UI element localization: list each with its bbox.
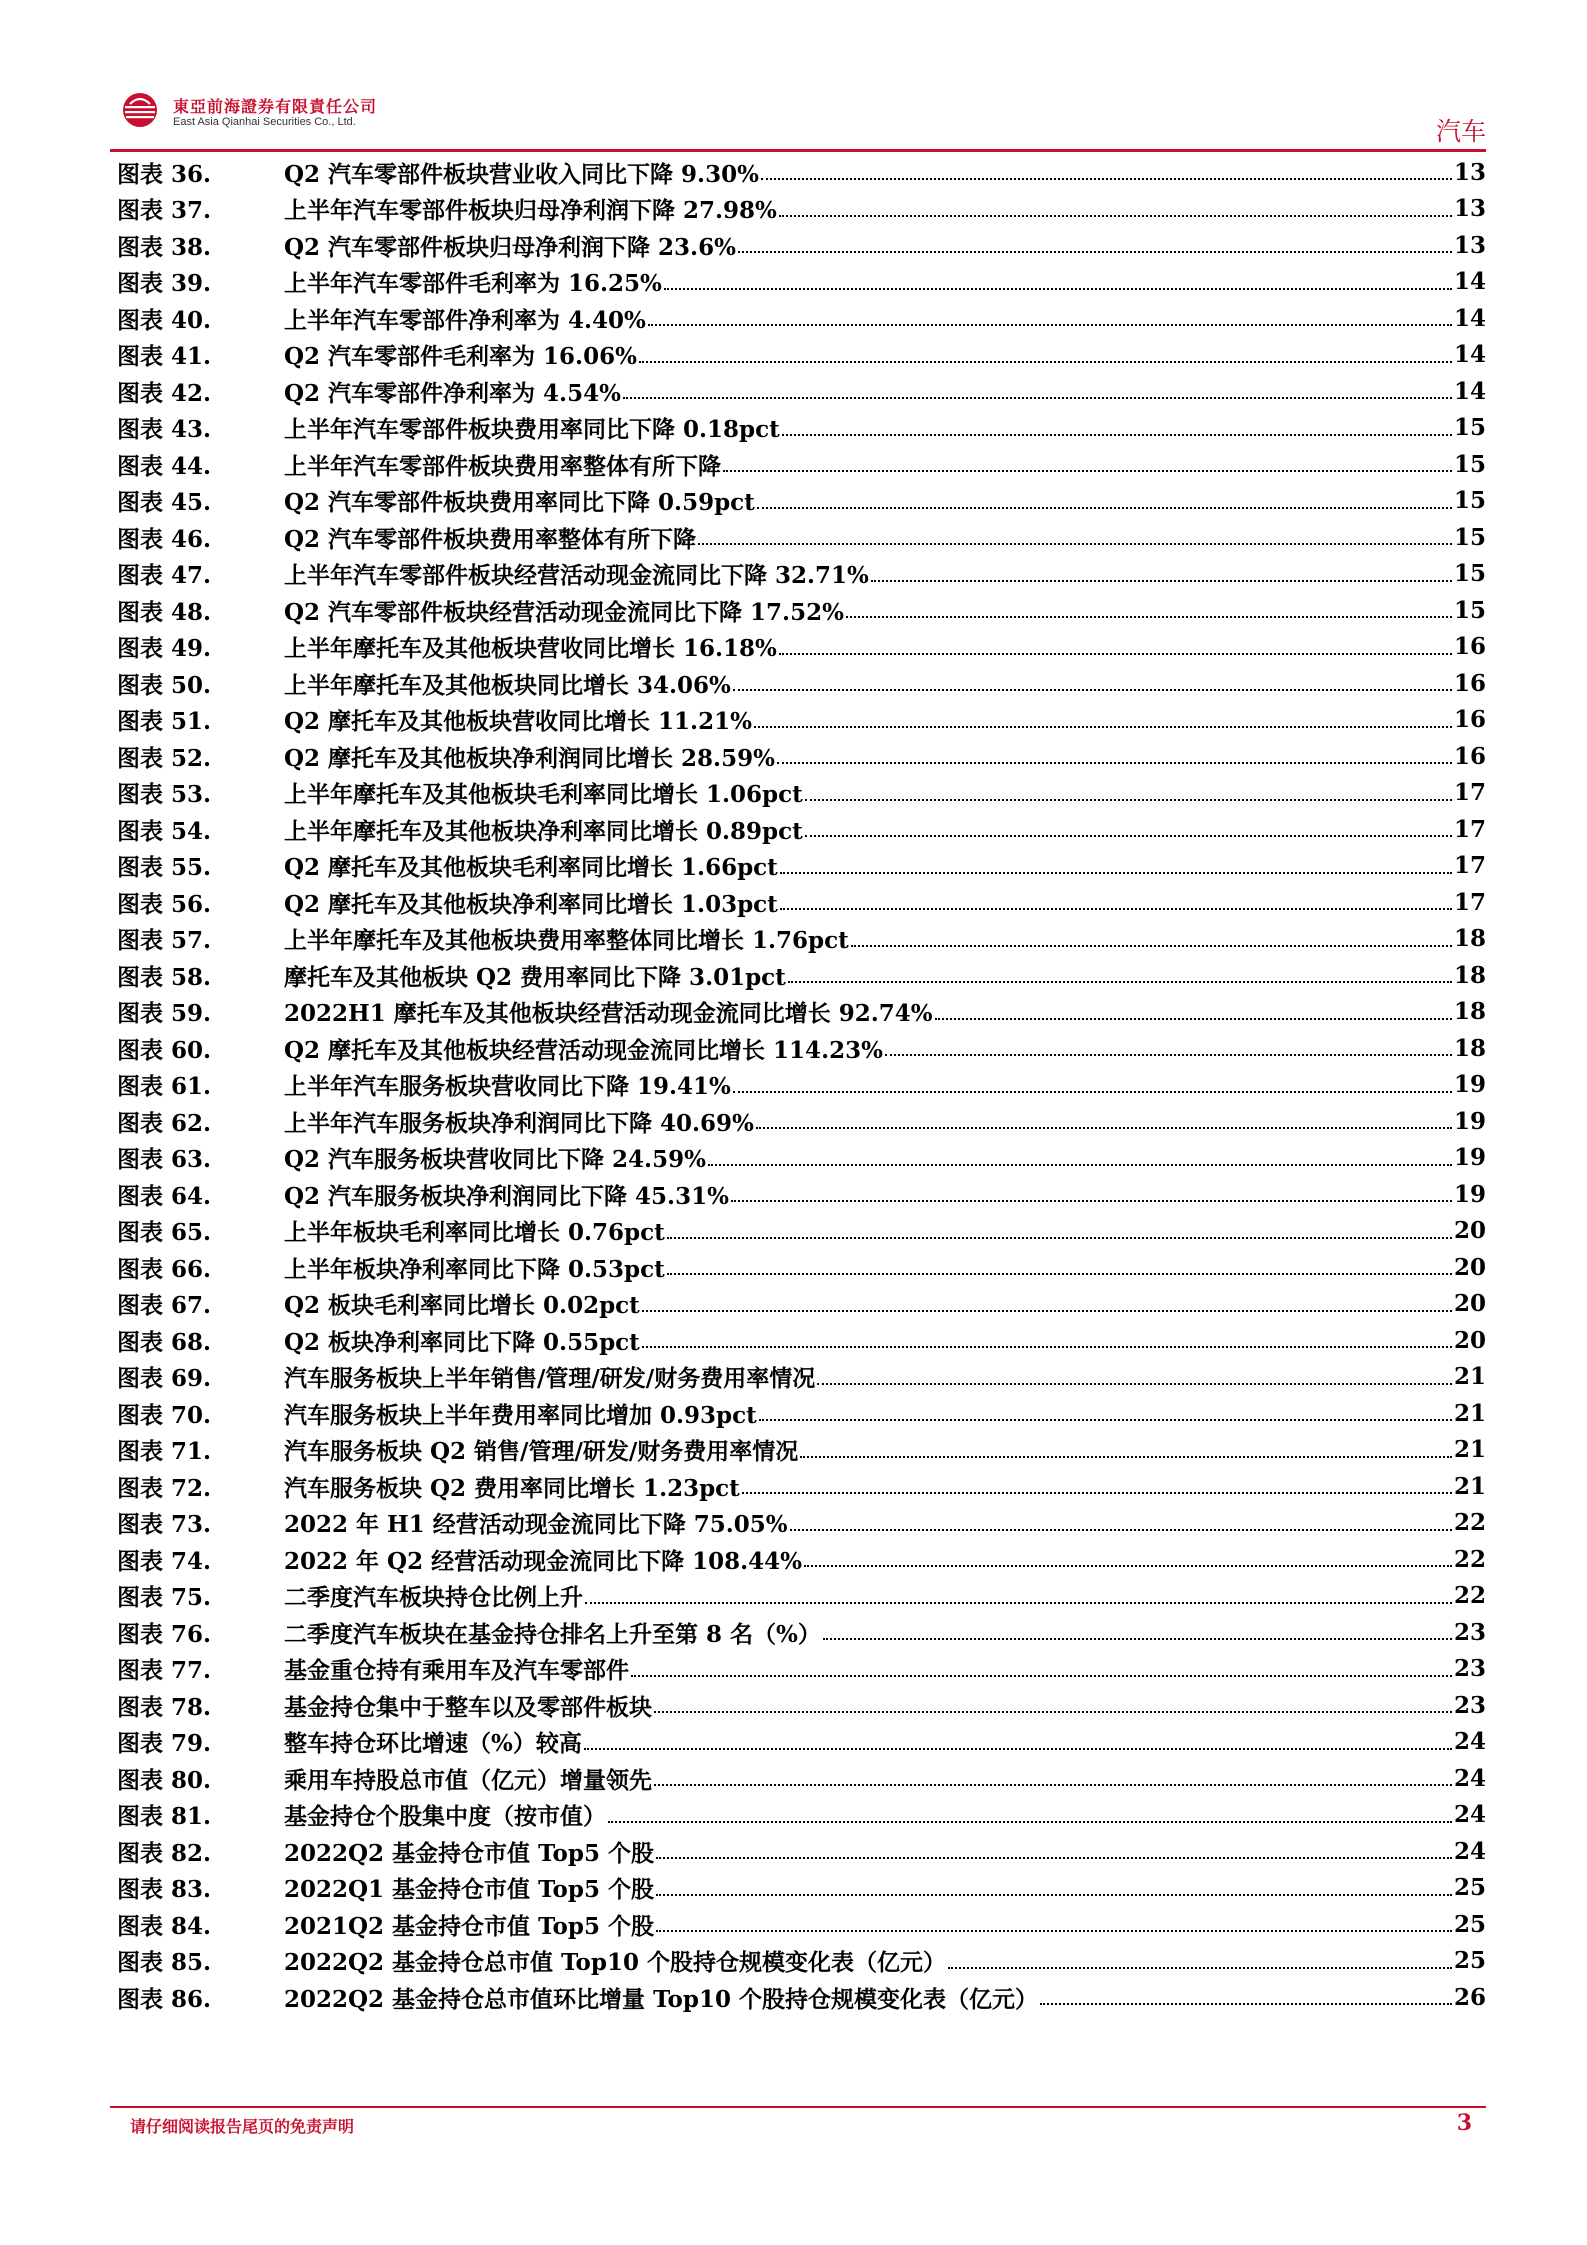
toc-entry-title: 上半年摩托车及其他板块营收同比增长 16.18% xyxy=(284,635,777,663)
toc-entry-title: Q2 摩托车及其他板块营收同比增长 11.21% xyxy=(284,708,752,736)
toc-entry[interactable] xyxy=(117,337,1486,374)
toc-entry-title: 乘用车持股总市值（亿元）增量领先 xyxy=(284,1766,652,1794)
toc-entry-page: 17 xyxy=(1453,888,1486,916)
toc-entry[interactable] xyxy=(117,1541,1486,1578)
toc-entry[interactable] xyxy=(117,1505,1486,1542)
page-header xyxy=(110,86,1486,154)
toc-entry-title: 摩托车及其他板块 Q2 费用率同比下降 3.01pct xyxy=(284,963,786,991)
toc-entry[interactable] xyxy=(117,300,1486,337)
toc-entry-title: 二季度汽车板块在基金持仓排名上升至第 8 名（%） xyxy=(284,1620,821,1648)
toc-dot-leader xyxy=(754,726,1452,728)
toc-entry-title: 上半年摩托车及其他板块费用率整体同比增长 1.76pct xyxy=(284,927,849,955)
industry-label: 汽车 xyxy=(1435,117,1486,146)
toc-dot-leader xyxy=(654,1711,1452,1713)
toc-entry[interactable] xyxy=(117,1687,1486,1724)
toc-dot-leader xyxy=(804,1565,1452,1567)
toc-entry-page: 14 xyxy=(1453,304,1486,332)
toc-entry[interactable] xyxy=(117,1943,1486,1980)
toc-entry[interactable] xyxy=(117,1359,1486,1396)
toc-entry-page: 19 xyxy=(1453,1071,1486,1099)
toc-entry-title: 2022Q2 基金持仓总市值环比增量 Top10 个股持仓规模变化表（亿元） xyxy=(284,1985,1038,2013)
toc-entry-number: 图表 80. xyxy=(117,1766,212,1794)
toc-entry-number: 图表 67. xyxy=(117,1292,212,1320)
toc-entry[interactable] xyxy=(117,373,1486,410)
toc-entry-number: 图表 69. xyxy=(117,1365,212,1393)
toc-entry-page: 19 xyxy=(1453,1107,1486,1135)
toc-entry-page: 19 xyxy=(1453,1144,1486,1172)
toc-entry[interactable] xyxy=(117,1651,1486,1688)
toc-entry-title: Q2 汽车零部件板块费用率同比下降 0.59pct xyxy=(284,489,755,517)
toc-entry-number: 图表 76. xyxy=(117,1620,212,1648)
toc-entry[interactable] xyxy=(117,1468,1486,1505)
toc-entry-page: 24 xyxy=(1453,1764,1486,1792)
toc-entry-title: Q2 汽车零部件板块费用率整体有所下降 xyxy=(284,525,697,553)
toc-entry-page: 24 xyxy=(1453,1801,1486,1829)
toc-entry-title: 汽车服务板块上半年费用率同比增加 0.93pct xyxy=(284,1401,757,1429)
toc-entry[interactable] xyxy=(117,1286,1486,1323)
disclaimer-text: 请仔细阅读报告尾页的免责声明 xyxy=(130,2117,355,2136)
toc-entry-number: 图表 42. xyxy=(117,379,212,407)
toc-entry-number: 图表 75. xyxy=(117,1584,212,1612)
toc-entry-page: 15 xyxy=(1453,523,1486,551)
toc-entry-page: 18 xyxy=(1453,1034,1486,1062)
toc-dot-leader xyxy=(805,835,1452,837)
toc-entry[interactable] xyxy=(117,921,1486,958)
toc-entry-page: 15 xyxy=(1453,450,1486,478)
toc-entry-page: 22 xyxy=(1453,1509,1486,1537)
toc-dot-leader xyxy=(639,361,1452,363)
toc-dot-leader xyxy=(788,981,1452,983)
toc-entry-page: 18 xyxy=(1453,961,1486,989)
toc-entry[interactable] xyxy=(117,227,1486,264)
toc-dot-leader xyxy=(654,1784,1452,1786)
toc-entry[interactable] xyxy=(117,1432,1486,1469)
toc-entry-title: 上半年汽车零部件板块经营活动现金流同比下降 32.71% xyxy=(284,562,869,590)
toc-entry-title: 2022 年 H1 经营活动现金流同比下降 75.05% xyxy=(284,1511,788,1539)
toc-entry-number: 图表 52. xyxy=(117,744,212,772)
header-divider xyxy=(110,149,1486,152)
toc-dot-leader xyxy=(935,1018,1452,1020)
toc-entry-number: 图表 63. xyxy=(117,1146,212,1174)
toc-entry-page: 14 xyxy=(1453,377,1486,405)
toc-dot-leader xyxy=(584,1748,1452,1750)
toc-dot-leader xyxy=(777,762,1452,764)
toc-entry[interactable] xyxy=(117,1140,1486,1177)
toc-entry-title: Q2 板块净利率同比下降 0.55pct xyxy=(284,1328,640,1356)
toc-entry-title: 上半年板块净利率同比下降 0.53pct xyxy=(284,1255,665,1283)
toc-entry-page: 22 xyxy=(1453,1545,1486,1573)
toc-entry-number: 图表 71. xyxy=(117,1438,212,1466)
toc-entry-title: Q2 汽车零部件板块经营活动现金流同比下降 17.52% xyxy=(284,598,844,626)
toc-entry-page: 21 xyxy=(1453,1399,1486,1427)
toc-entry-page: 24 xyxy=(1453,1837,1486,1865)
toc-entry-title: 基金持仓集中于整车以及零部件板块 xyxy=(284,1693,652,1721)
toc-entry-number: 图表 58. xyxy=(117,963,212,991)
toc-dot-leader xyxy=(761,178,1452,180)
toc-entry-number: 图表 65. xyxy=(117,1219,212,1247)
toc-entry-title: 上半年摩托车及其他板块同比增长 34.06% xyxy=(284,671,731,699)
toc-entry-number: 图表 47. xyxy=(117,562,212,590)
toc-dot-leader xyxy=(667,1273,1452,1275)
company-logo-icon xyxy=(120,90,160,130)
toc-entry[interactable] xyxy=(117,848,1486,885)
toc-dot-leader xyxy=(738,251,1452,253)
toc-entry-page: 23 xyxy=(1453,1655,1486,1683)
toc-entry-title: 上半年汽车零部件板块费用率整体有所下降 xyxy=(284,452,721,480)
toc-dot-leader xyxy=(1040,2003,1452,2005)
toc-dot-leader xyxy=(733,1091,1452,1093)
toc-dot-leader xyxy=(623,397,1452,399)
toc-dot-leader xyxy=(790,1529,1452,1531)
toc-entry[interactable] xyxy=(117,1833,1486,1870)
toc-entry[interactable] xyxy=(117,191,1486,228)
toc-entry-number: 图表 53. xyxy=(117,781,212,809)
toc-entry-title: 上半年摩托车及其他板块净利率同比增长 0.89pct xyxy=(284,817,803,845)
toc-entry-number: 图表 59. xyxy=(117,1000,212,1028)
toc-entry-number: 图表 79. xyxy=(117,1730,212,1758)
toc-entry-title: 上半年板块毛利率同比增长 0.76pct xyxy=(284,1219,665,1247)
toc-dot-leader xyxy=(805,799,1452,801)
toc-entry-number: 图表 45. xyxy=(117,489,212,517)
toc-entry-number: 图表 37. xyxy=(117,197,212,225)
toc-dot-leader xyxy=(631,1675,1452,1677)
toc-entry-title: Q2 板块毛利率同比增长 0.02pct xyxy=(284,1292,640,1320)
toc-entry[interactable] xyxy=(117,1724,1486,1761)
toc-dot-leader xyxy=(757,507,1452,509)
toc-entry-page: 26 xyxy=(1453,1983,1486,2011)
toc-entry[interactable] xyxy=(117,1176,1486,1213)
toc-dot-leader xyxy=(585,1602,1452,1604)
toc-entry-page: 16 xyxy=(1453,742,1486,770)
toc-dot-leader xyxy=(642,1346,1452,1348)
toc-entry-number: 图表 46. xyxy=(117,525,212,553)
toc-entry[interactable] xyxy=(117,1906,1486,1943)
toc-entry-title: 汽车服务板块上半年销售/管理/研发/财务费用率情况 xyxy=(284,1365,816,1393)
toc-entry[interactable] xyxy=(117,1797,1486,1834)
toc-dot-leader xyxy=(648,324,1452,326)
toc-entry-number: 图表 43. xyxy=(117,416,212,444)
toc-entry-number: 图表 78. xyxy=(117,1693,212,1721)
toc-dot-leader xyxy=(823,1638,1452,1640)
toc-dot-leader xyxy=(817,1383,1452,1385)
toc-dot-leader xyxy=(723,470,1452,472)
toc-entry[interactable] xyxy=(117,1249,1486,1286)
toc-entry-number: 图表 82. xyxy=(117,1839,212,1867)
toc-entry[interactable] xyxy=(117,519,1486,556)
toc-entry-number: 图表 77. xyxy=(117,1657,212,1685)
toc-entry-page: 14 xyxy=(1453,268,1486,296)
toc-entry-page: 24 xyxy=(1453,1728,1486,1756)
toc-entry-number: 图表 68. xyxy=(117,1328,212,1356)
toc-entry[interactable] xyxy=(117,446,1486,483)
toc-entry-page: 16 xyxy=(1453,706,1486,734)
toc-dot-leader xyxy=(782,434,1452,436)
toc-entry[interactable] xyxy=(117,1870,1486,1907)
toc-entry[interactable] xyxy=(117,592,1486,629)
toc-entry-number: 图表 62. xyxy=(117,1109,212,1137)
toc-entry-page: 19 xyxy=(1453,1180,1486,1208)
toc-entry[interactable] xyxy=(117,483,1486,520)
toc-dot-leader xyxy=(656,1930,1452,1932)
toc-entry-number: 图表 70. xyxy=(117,1401,212,1429)
toc-entry-page: 18 xyxy=(1453,998,1486,1026)
toc-dot-leader xyxy=(851,945,1452,947)
toc-entry-title: 汽车服务板块 Q2 费用率同比增长 1.23pct xyxy=(284,1474,740,1502)
toc-dot-leader xyxy=(779,653,1452,655)
toc-dot-leader xyxy=(731,1200,1452,1202)
toc-entry-number: 图表 74. xyxy=(117,1547,212,1575)
toc-entry-page: 16 xyxy=(1453,669,1486,697)
toc-entry-page: 15 xyxy=(1453,487,1486,515)
toc-entry-title: 2022Q2 基金持仓总市值 Top10 个股持仓规模变化表（亿元） xyxy=(284,1949,946,1977)
toc-entry-page: 25 xyxy=(1453,1910,1486,1938)
toc-dot-leader xyxy=(780,872,1452,874)
toc-entry-number: 图表 55. xyxy=(117,854,212,882)
toc-entry[interactable] xyxy=(117,775,1486,812)
toc-entry-title: 2021Q2 基金持仓市值 Top5 个股 xyxy=(284,1912,654,1940)
toc-entry-title: 上半年汽车零部件板块费用率同比下降 0.18pct xyxy=(284,416,780,444)
toc-entry-number: 图表 44. xyxy=(117,452,212,480)
toc-entry-title: Q2 汽车零部件板块归母净利润下降 23.6% xyxy=(284,233,736,261)
toc-entry[interactable] xyxy=(117,154,1486,191)
toc-entry-title: 2022Q2 基金持仓市值 Top5 个股 xyxy=(284,1839,654,1867)
toc-entry-page: 20 xyxy=(1453,1290,1486,1318)
toc-entry-number: 图表 56. xyxy=(117,890,212,918)
toc-entry-page: 20 xyxy=(1453,1326,1486,1354)
toc-entry-title: 2022 年 Q2 经营活动现金流同比下降 108.44% xyxy=(284,1547,802,1575)
toc-dot-leader xyxy=(779,215,1452,217)
toc-entry[interactable] xyxy=(117,1213,1486,1250)
toc-entry-title: Q2 汽车零部件净利率为 4.54% xyxy=(284,379,621,407)
toc-dot-leader xyxy=(800,1456,1452,1458)
toc-entry[interactable] xyxy=(117,702,1486,739)
toc-dot-leader xyxy=(667,1237,1452,1239)
toc-entry[interactable] xyxy=(117,1578,1486,1615)
toc-entry-page: 15 xyxy=(1453,414,1486,442)
toc-entry[interactable] xyxy=(117,1395,1486,1432)
toc-entry-number: 图表 60. xyxy=(117,1036,212,1064)
toc-entry-number: 图表 50. xyxy=(117,671,212,699)
toc-entry-page: 20 xyxy=(1453,1217,1486,1245)
toc-entry-number: 图表 51. xyxy=(117,708,212,736)
toc-entry-title: Q2 汽车服务板块净利润同比下降 45.31% xyxy=(284,1182,729,1210)
toc-entry[interactable] xyxy=(117,1103,1486,1140)
toc-dot-leader xyxy=(948,1967,1452,1969)
toc-entry[interactable] xyxy=(117,1979,1486,2016)
toc-dot-leader xyxy=(708,1164,1452,1166)
toc-entry-title: Q2 汽车零部件板块营业收入同比下降 9.30% xyxy=(284,160,759,188)
toc-entry-title: 汽车服务板块 Q2 销售/管理/研发/财务费用率情况 xyxy=(284,1438,799,1466)
toc-entry-title: 上半年摩托车及其他板块毛利率同比增长 1.06pct xyxy=(284,781,803,809)
toc-entry-title: Q2 摩托车及其他板块毛利率同比增长 1.66pct xyxy=(284,854,778,882)
toc-entry-page: 25 xyxy=(1453,1947,1486,1975)
company-name-en: East Asia Qianhai Securities Co., Ltd. xyxy=(173,116,356,128)
toc-entry-number: 图表 85. xyxy=(117,1949,212,1977)
toc-dot-leader xyxy=(871,580,1452,582)
toc-dot-leader xyxy=(885,1054,1452,1056)
toc-entry-page: 21 xyxy=(1453,1363,1486,1391)
toc-entry-title: Q2 摩托车及其他板块净利率同比增长 1.03pct xyxy=(284,890,778,918)
toc-entry[interactable] xyxy=(117,884,1486,921)
figure-list xyxy=(117,154,1486,2016)
footer-divider xyxy=(110,2106,1486,2108)
toc-entry-number: 图表 73. xyxy=(117,1511,212,1539)
toc-entry[interactable] xyxy=(117,1322,1486,1359)
toc-entry-page: 23 xyxy=(1453,1618,1486,1646)
toc-entry[interactable] xyxy=(117,811,1486,848)
toc-entry-page: 14 xyxy=(1453,341,1486,369)
toc-entry-title: Q2 汽车零部件毛利率为 16.06% xyxy=(284,343,637,371)
toc-entry[interactable] xyxy=(117,665,1486,702)
toc-entry[interactable] xyxy=(117,264,1486,301)
toc-entry[interactable] xyxy=(117,994,1486,1031)
toc-dot-leader xyxy=(756,1127,1452,1129)
toc-entry[interactable] xyxy=(117,1760,1486,1797)
toc-entry-number: 图表 83. xyxy=(117,1876,212,1904)
toc-entry-number: 图表 36. xyxy=(117,160,212,188)
toc-entry-title: Q2 摩托车及其他板块经营活动现金流同比增长 114.23% xyxy=(284,1036,883,1064)
toc-entry-number: 图表 38. xyxy=(117,233,212,261)
toc-entry-title: 上半年汽车零部件板块归母净利润下降 27.98% xyxy=(284,197,777,225)
toc-entry-page: 25 xyxy=(1453,1874,1486,1902)
toc-entry-number: 图表 54. xyxy=(117,817,212,845)
toc-entry-title: 上半年汽车服务板块营收同比下降 19.41% xyxy=(284,1073,731,1101)
company-name-cn: 東亞前海證券有限責任公司 xyxy=(173,97,378,116)
toc-dot-leader xyxy=(642,1310,1452,1312)
toc-entry-number: 图表 64. xyxy=(117,1182,212,1210)
toc-dot-leader xyxy=(698,543,1452,545)
toc-entry-page: 13 xyxy=(1453,231,1486,259)
toc-entry-number: 图表 61. xyxy=(117,1073,212,1101)
toc-entry[interactable] xyxy=(117,629,1486,666)
toc-dot-leader xyxy=(759,1419,1452,1421)
toc-dot-leader xyxy=(846,616,1452,618)
toc-entry-number: 图表 41. xyxy=(117,343,212,371)
toc-entry-title: Q2 汽车服务板块营收同比下降 24.59% xyxy=(284,1146,706,1174)
toc-entry-number: 图表 66. xyxy=(117,1255,212,1283)
toc-entry-page: 22 xyxy=(1453,1582,1486,1610)
toc-entry-page: 13 xyxy=(1453,195,1486,223)
toc-entry-number: 图表 48. xyxy=(117,598,212,626)
toc-entry-title: 基金重仓持有乘用车及汽车零部件 xyxy=(284,1657,629,1685)
toc-entry-title: 上半年汽车零部件净利率为 4.40% xyxy=(284,306,646,334)
toc-dot-leader xyxy=(656,1857,1452,1859)
toc-entry[interactable] xyxy=(117,957,1486,994)
toc-dot-leader xyxy=(608,1821,1452,1823)
toc-entry-title: 整车持仓环比增速（%）较高 xyxy=(284,1730,582,1758)
toc-entry[interactable] xyxy=(117,1030,1486,1067)
toc-entry-number: 图表 86. xyxy=(117,1985,212,2013)
toc-entry-title: Q2 摩托车及其他板块净利润同比增长 28.59% xyxy=(284,744,775,772)
toc-entry-number: 图表 57. xyxy=(117,927,212,955)
toc-entry[interactable] xyxy=(117,1614,1486,1651)
toc-entry-number: 图表 39. xyxy=(117,270,212,298)
toc-entry-page: 15 xyxy=(1453,560,1486,588)
toc-entry-title: 二季度汽车板块持仓比例上升 xyxy=(284,1584,583,1612)
toc-entry-title: 上半年汽车零部件毛利率为 16.25% xyxy=(284,270,662,298)
toc-entry-title: 基金持仓个股集中度（按市值） xyxy=(284,1803,606,1831)
toc-dot-leader xyxy=(780,908,1452,910)
toc-entry-title: 2022H1 摩托车及其他板块经营活动现金流同比增长 92.74% xyxy=(284,1000,933,1028)
toc-entry-title: 2022Q1 基金持仓市值 Top5 个股 xyxy=(284,1876,654,1904)
toc-entry-page: 17 xyxy=(1453,852,1486,880)
toc-entry-number: 图表 84. xyxy=(117,1912,212,1940)
toc-dot-leader xyxy=(664,288,1452,290)
toc-entry-page: 15 xyxy=(1453,596,1486,624)
toc-dot-leader xyxy=(733,689,1452,691)
toc-entry-title: 上半年汽车服务板块净利润同比下降 40.69% xyxy=(284,1109,754,1137)
toc-entry-number: 图表 72. xyxy=(117,1474,212,1502)
toc-entry-page: 23 xyxy=(1453,1691,1486,1719)
toc-dot-leader xyxy=(742,1492,1452,1494)
toc-entry-page: 17 xyxy=(1453,779,1486,807)
toc-entry-page: 13 xyxy=(1453,158,1486,186)
toc-entry-page: 20 xyxy=(1453,1253,1486,1281)
toc-entry-page: 21 xyxy=(1453,1436,1486,1464)
toc-entry-page: 17 xyxy=(1453,815,1486,843)
page-number: 3 xyxy=(1456,2110,1472,2136)
toc-entry[interactable] xyxy=(117,1067,1486,1104)
toc-entry-page: 16 xyxy=(1453,633,1486,661)
toc-entry[interactable] xyxy=(117,556,1486,593)
toc-entry-page: 21 xyxy=(1453,1472,1486,1500)
toc-entry-number: 图表 81. xyxy=(117,1803,212,1831)
toc-entry-number: 图表 40. xyxy=(117,306,212,334)
toc-entry-number: 图表 49. xyxy=(117,635,212,663)
toc-entry[interactable] xyxy=(117,738,1486,775)
toc-entry-page: 18 xyxy=(1453,925,1486,953)
toc-dot-leader xyxy=(656,1894,1452,1896)
toc-entry[interactable] xyxy=(117,410,1486,447)
